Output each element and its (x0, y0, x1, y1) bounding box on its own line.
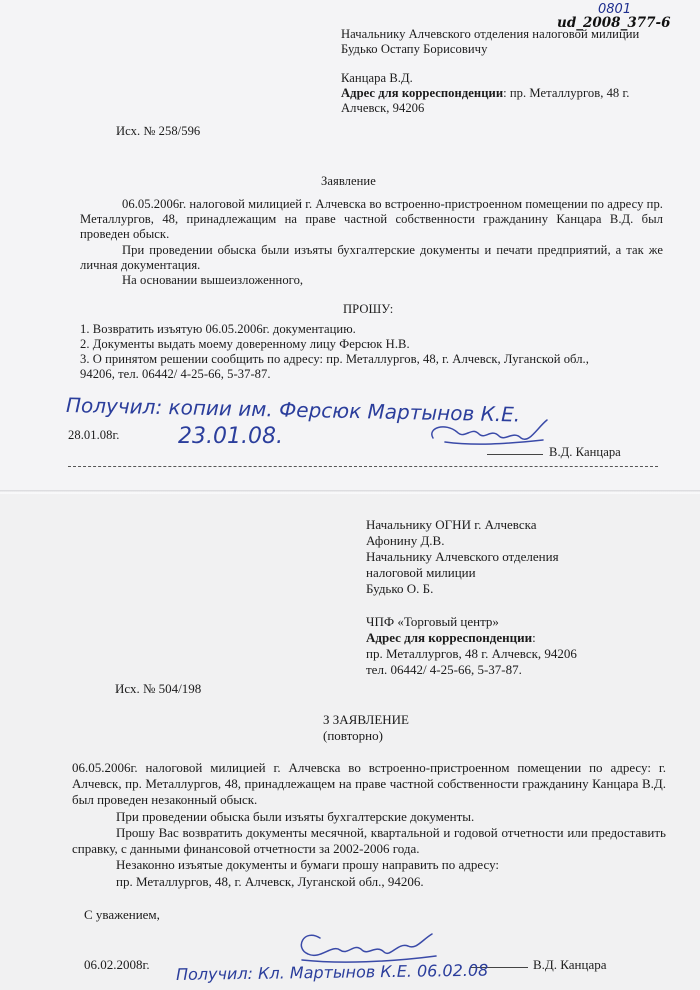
request-item-2: 2. Документы выдать моему доверенному лицу Ферсюк Н.В. (80, 337, 410, 351)
signer-name: В.Д. Канцара (549, 445, 621, 459)
letter-2-paragraph-2: При проведении обыска были изъяты бухгалтерские документы. (116, 809, 475, 824)
separator-line (68, 466, 658, 467)
address-2-colon: : (532, 630, 536, 645)
signer-name-2: В.Д. Канцара (533, 957, 607, 972)
addressee-2-line-1: Начальнику ОГНИ г. Алчевска (366, 517, 537, 532)
paragraph-1: 06.05.2006г. налоговой милицией г. Алчевска во встроенно-пристроенном помещении по адресу пр. Металлургов, 48, принадлежащим на праве частной собственности гражданину Канцара В.Д. был проведен обыск. (80, 197, 663, 241)
sender-2-phone: тел. 06442/ 4-25-66, 5-37-87. (366, 662, 522, 677)
addressee-line-1: Начальнику Алчевского отделения налоговой милиции (341, 27, 640, 41)
sender-city: Алчевск, 94206 (341, 101, 425, 115)
handwritten-receipt-note: Получил: копии им. Ферсюк Мартынов К.Е. (65, 393, 521, 427)
closing: С уважением, (84, 907, 160, 922)
addressee-2-line-4: налоговой милиции (366, 565, 476, 580)
letter-2-subtitle: (повторно) (323, 728, 383, 743)
letter-2-paragraph-4: Незаконно изъятые документы и бумаги прошу направить по адресу: (116, 857, 500, 872)
signature-line (487, 454, 543, 455)
address-label: Адрес для корреспонденции (341, 86, 504, 100)
paragraph-2: При проведении обыска были изъяты бухгалтерские документы и печати предприятий, а так же личная документация. (80, 243, 663, 272)
letter-2-paragraph-1: 06.05.2006г. налоговой милицией г. Алчевска во встроенно-пристроенном помещении по адресу: г. Алчевск, пр. Металлургов, 48, принадлежащем на праве частной собственности гражданину Канцара В.Д. был проведен незаконный обыск. (72, 760, 666, 807)
sender-name: Канцара В.Д. (341, 71, 413, 85)
request-header: ПРОШУ: (343, 302, 394, 316)
outgoing-number-2: Исх. № 504/198 (115, 681, 202, 696)
sender-2-address-label (366, 630, 536, 646)
request-item-1: 1. Возвратить изъятую 06.05.2006г. документацию. (80, 322, 356, 336)
sender-org: ЧПФ «Торговый центр» (366, 614, 499, 629)
signature-1 (425, 410, 555, 460)
letter-title: Заявление (321, 174, 376, 188)
outgoing-number: Исх. № 258/596 (116, 124, 201, 138)
address-value: : пр. Металлургов, 48 г. (503, 86, 630, 100)
letter-2-date: 06.02.2008г. (84, 957, 150, 972)
sender-address (341, 86, 629, 101)
letter-2-paragraph-3: Прошу Вас возвратить документы месячной, квартальной и годовой отчетности или предоставить справку, с данными финансовой отчетности за 2002-2006 года. (72, 825, 666, 856)
handwritten-receipt-note-2: Получил: Кл. Мартынов К.Е. 06.02.08 (175, 960, 489, 984)
paragraph-3: На основании вышеизложенного, (122, 273, 304, 287)
letter-date: 28.01.08г. (68, 428, 120, 442)
addressee-2-line-5: Будько О. Б. (366, 581, 434, 596)
letter-2-title: З ЗАЯВЛЕНИЕ (323, 712, 409, 727)
address-2-label: Адрес для корреспонденции (366, 630, 533, 645)
letter-2-return-address: пр. Металлургов, 48, г. Алчевск, Луганской обл., 94206. (116, 874, 424, 889)
addressee-line-2: Будько Остапу Борисовичу (341, 42, 488, 56)
sender-2-address: пр. Металлургов, 48 г. Алчевск, 94206 (366, 646, 577, 661)
request-item-3: 3. О принятом решении сообщить по адресу: пр. Металлургов, 48, г. Алчевск, Луганской обл., (80, 352, 589, 366)
addressee-2-line-2: Афонину Д.В. (366, 533, 445, 548)
handwritten-receipt-date: 23.01.08. (178, 424, 283, 449)
request-item-3-cont: 94206, тел. 06442/ 4-25-66, 5-37-87. (80, 367, 271, 381)
document-id: ud_2008_377-6 (557, 15, 671, 31)
handwritten-doc-number: 0801 (598, 2, 632, 17)
addressee-2-line-3: Начальнику Алчевского отделения (366, 549, 559, 564)
